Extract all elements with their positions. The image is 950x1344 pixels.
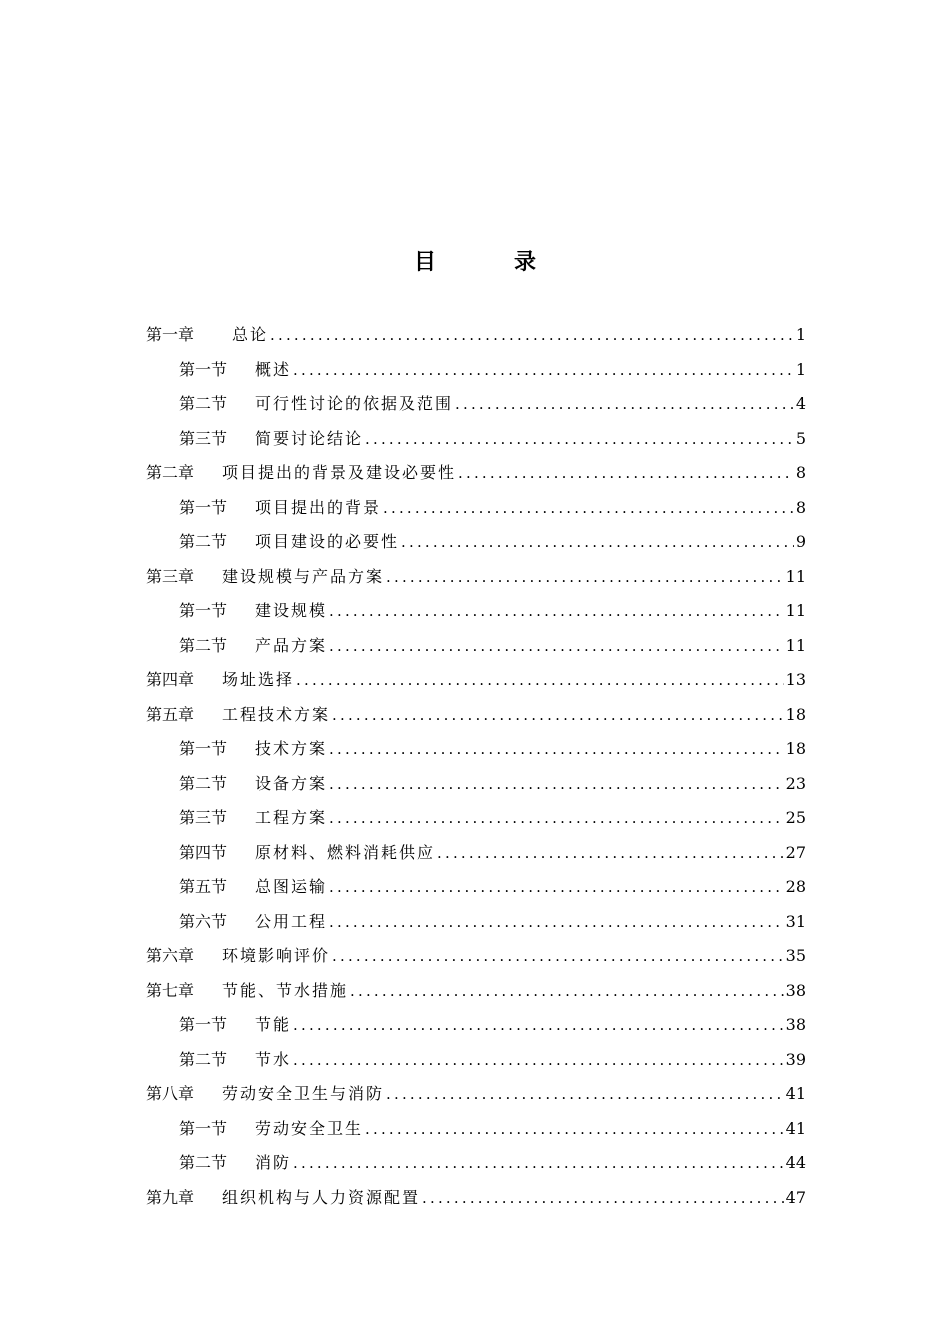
toc-dot-leader (329, 767, 784, 802)
toc-dot-leader (383, 491, 794, 526)
toc-dot-leader (422, 1181, 784, 1216)
toc-page-number: 38 (785, 980, 806, 1000)
toc-section-entry[interactable] (146, 801, 806, 836)
toc-page-number: 41 (785, 1084, 806, 1103)
toc-entry-label: 第二节 (179, 773, 228, 793)
toc-dot-leader (270, 318, 794, 353)
toc-entry-title: 组织机构与人力资源配置 (222, 1187, 421, 1207)
toc-dot-leader (350, 974, 784, 1009)
toc-page-number: 8 (795, 497, 806, 517)
toc-title: 目 录 (413, 248, 564, 275)
toc-entry-label: 第一节 (179, 1118, 228, 1138)
toc-entry-title: 原材料、燃料消耗供应 (255, 842, 436, 862)
table-of-contents (146, 318, 806, 1215)
toc-entry-label: 第四章 (146, 670, 195, 689)
toc-section-entry[interactable] (146, 629, 806, 664)
toc-entry-label: 第二节 (179, 532, 228, 551)
toc-page-number: 27 (785, 842, 806, 862)
toc-entry-title: 场址选择 (222, 670, 295, 689)
toc-dot-leader (329, 594, 784, 629)
toc-dot-leader (329, 629, 784, 664)
toc-page-number: 23 (785, 773, 806, 793)
toc-entry-label: 第二节 (179, 635, 228, 655)
toc-dot-leader (329, 732, 784, 767)
toc-section-entry[interactable] (146, 1008, 806, 1043)
toc-entry-title: 项目建设的必要性 (255, 532, 400, 551)
toc-entry-title: 环境影响评价 (222, 946, 331, 965)
toc-dot-leader (332, 939, 784, 974)
toc-entry-label: 第五章 (146, 704, 195, 724)
toc-entry-title: 总论 (232, 325, 269, 344)
toc-page-number: 41 (785, 1118, 806, 1138)
toc-page-number: 1 (795, 359, 806, 379)
toc-entry-label: 第三章 (146, 566, 195, 586)
toc-chapter-entry[interactable] (146, 1181, 806, 1216)
toc-chapter-entry[interactable] (146, 318, 806, 353)
toc-entry-title: 节能、节水措施 (222, 980, 349, 1000)
toc-entry-label: 第一节 (179, 739, 228, 758)
toc-entry-label: 第七章 (146, 980, 195, 1000)
toc-page-number: 35 (785, 946, 806, 965)
toc-dot-leader (458, 456, 794, 491)
toc-entry-label: 第二节 (179, 1153, 228, 1172)
toc-dot-leader (329, 905, 784, 940)
toc-entry-label: 第六章 (146, 946, 195, 965)
toc-dot-leader (437, 836, 784, 871)
toc-entry-label: 第一节 (179, 1015, 228, 1034)
toc-dot-leader (293, 1146, 784, 1181)
toc-page-number: 18 (785, 739, 806, 758)
toc-entry-title: 公用工程 (255, 911, 328, 931)
toc-page-number: 39 (785, 1049, 806, 1069)
toc-dot-leader (293, 353, 794, 388)
toc-section-entry[interactable] (146, 836, 806, 871)
toc-dot-leader (293, 1043, 784, 1078)
toc-chapter-entry[interactable] (146, 456, 806, 491)
toc-entry-title: 概述 (255, 359, 292, 379)
toc-page-number: 4 (795, 394, 806, 413)
toc-entry-title: 可行性讨论的依据及范围 (255, 394, 454, 413)
toc-entry-label: 第一节 (179, 359, 228, 379)
toc-section-entry[interactable] (146, 525, 806, 560)
toc-section-entry[interactable] (146, 594, 806, 629)
toc-entry-label: 第三节 (179, 808, 228, 827)
toc-chapter-entry[interactable] (146, 1077, 806, 1112)
toc-entry-title: 设备方案 (255, 773, 328, 793)
toc-page-number: 47 (785, 1187, 806, 1207)
toc-page-number: 9 (795, 532, 806, 551)
toc-section-entry[interactable] (146, 387, 806, 422)
toc-page-number: 18 (785, 704, 806, 724)
toc-section-entry[interactable] (146, 1112, 806, 1147)
toc-section-entry[interactable] (146, 353, 806, 388)
toc-section-entry[interactable] (146, 732, 806, 767)
toc-entry-label: 第一章 (146, 325, 195, 344)
toc-page-number: 44 (785, 1153, 806, 1172)
toc-entry-title: 节能 (255, 1015, 292, 1034)
toc-entry-label: 第九章 (146, 1187, 195, 1207)
toc-entry-title: 劳动安全卫生 (255, 1118, 364, 1138)
toc-entry-label: 第二节 (179, 1049, 228, 1069)
toc-entry-title: 技术方案 (255, 739, 328, 758)
toc-page-number: 28 (785, 877, 806, 896)
toc-entry-title: 总图运输 (255, 877, 328, 896)
toc-entry-label: 第一节 (179, 497, 228, 517)
toc-dot-leader (365, 1112, 784, 1147)
toc-entry-title: 项目提出的背景 (255, 497, 382, 517)
toc-entry-title: 简要讨论结论 (255, 428, 364, 448)
toc-page-number: 25 (785, 808, 806, 827)
toc-section-entry[interactable] (146, 1043, 806, 1078)
toc-entry-title: 产品方案 (255, 635, 328, 655)
toc-page-number: 5 (795, 428, 806, 448)
toc-entry-title: 劳动安全卫生与消防 (222, 1084, 385, 1103)
toc-section-entry[interactable] (146, 491, 806, 526)
toc-chapter-entry[interactable] (146, 698, 806, 733)
toc-dot-leader (386, 560, 784, 595)
toc-chapter-entry[interactable] (146, 560, 806, 595)
toc-entry-label: 第五节 (179, 877, 228, 896)
toc-page-number: 1 (795, 325, 806, 344)
toc-chapter-entry[interactable] (146, 974, 806, 1009)
toc-dot-leader (293, 1008, 784, 1043)
toc-dot-leader (455, 387, 794, 422)
toc-section-entry[interactable] (146, 422, 806, 457)
toc-entry-title: 建设规模与产品方案 (222, 566, 385, 586)
toc-dot-leader (296, 663, 784, 698)
toc-dot-leader (332, 698, 784, 733)
toc-entry-label: 第四节 (179, 842, 228, 862)
toc-dot-leader (365, 422, 794, 457)
toc-entry-label: 第三节 (179, 428, 228, 448)
toc-entry-title: 工程方案 (255, 808, 328, 827)
toc-entry-label: 第一节 (179, 601, 228, 620)
toc-page-number: 38 (785, 1015, 806, 1034)
toc-entry-label: 第八章 (146, 1084, 195, 1103)
toc-page-number: 11 (785, 635, 806, 655)
toc-chapter-entry[interactable] (146, 939, 806, 974)
toc-entry-label: 第二节 (179, 394, 228, 413)
toc-entry-title: 节水 (255, 1049, 292, 1069)
toc-entry-label: 第六节 (179, 911, 228, 931)
toc-section-entry[interactable] (146, 870, 806, 905)
toc-page-number: 31 (785, 911, 806, 931)
toc-page-number: 8 (795, 463, 806, 482)
toc-section-entry[interactable] (146, 767, 806, 802)
toc-page-number: 13 (785, 670, 806, 689)
toc-page-number: 11 (785, 566, 806, 586)
toc-section-entry[interactable] (146, 905, 806, 940)
toc-dot-leader (401, 525, 794, 560)
toc-entry-title: 消防 (255, 1153, 292, 1172)
toc-entry-title: 工程技术方案 (222, 704, 331, 724)
toc-dot-leader (329, 870, 784, 905)
toc-dot-leader (329, 801, 784, 836)
toc-entry-title: 建设规模 (255, 601, 328, 620)
toc-chapter-entry[interactable] (146, 663, 806, 698)
toc-page-number: 11 (785, 601, 806, 620)
toc-entry-label: 第二章 (146, 463, 195, 482)
toc-section-entry[interactable] (146, 1146, 806, 1181)
toc-dot-leader (386, 1077, 784, 1112)
toc-entry-title: 项目提出的背景及建设必要性 (222, 463, 457, 482)
